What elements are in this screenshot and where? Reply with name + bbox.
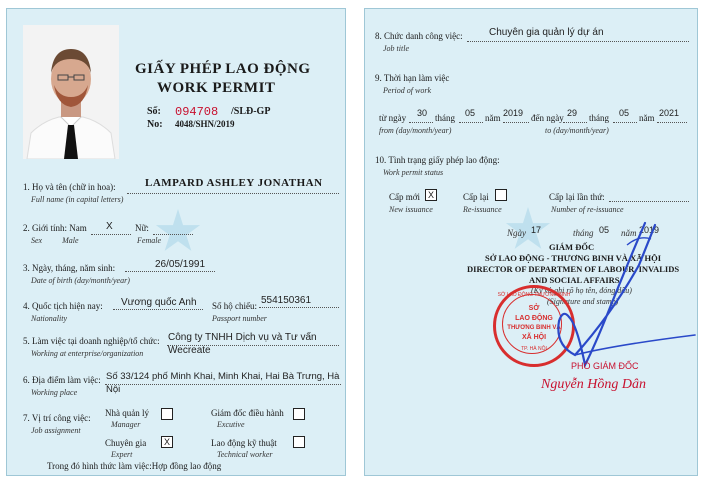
serial-number: 094708 <box>175 105 219 119</box>
gender-male-mark: X <box>106 221 113 232</box>
sign-day: 17 <box>531 225 542 235</box>
nationality-label-en: Nationality <box>31 314 67 323</box>
watermark-star-icon <box>155 209 201 255</box>
from-month-label: tháng <box>435 113 455 123</box>
reissuance-checkbox <box>495 189 507 201</box>
dob-label-en: Date of birth (day/month/year) <box>31 276 130 285</box>
stamp-line-3: THƯƠNG BINH VÀ <box>507 325 561 331</box>
signature-icon <box>515 205 698 381</box>
from-day: 30 <box>417 108 428 118</box>
place-label-en: Working place <box>31 388 78 397</box>
place-label: 6. Địa điểm làm việc: <box>23 375 101 385</box>
from-year: 2019 <box>503 108 524 118</box>
director-title-en-2: AND SOCIAL AFFAIRS <box>529 275 620 285</box>
title-vn: GIẤY PHÉP LAO ĐỘNG <box>135 61 311 77</box>
gender-label: 2. Giới tính: Nam <box>23 223 87 233</box>
number-label-en: No: <box>147 119 163 130</box>
from-day-label: từ ngày <box>379 113 407 123</box>
status-label-en: Work permit status <box>383 168 444 177</box>
director-title-en-1: DIRECTOR OF DEPARTMEN OF LABOUR, INVALIDS <box>467 264 680 274</box>
sign-month-label: tháng <box>573 228 594 238</box>
job-title-value: Chuyên gia quản lý dự án <box>489 27 604 38</box>
to-month: 05 <box>619 108 630 118</box>
to-year-label: năm <box>639 113 655 123</box>
stamp-ring-bottom: TP. HÀ NỘI <box>521 346 547 352</box>
deputy-director-title: PHÓ GIÁM ĐỐC <box>571 361 639 371</box>
from-date-en: from (day/month/year) <box>379 126 452 135</box>
dob-value: 26/05/1991 <box>155 259 206 270</box>
technical-checkbox <box>293 436 305 448</box>
contract-type: Trong đó hình thức làm việc:Hợp đồng lao động <box>47 461 222 471</box>
title-en: WORK PERMIT <box>157 80 276 96</box>
place-value-2: Nội <box>106 384 121 395</box>
expert-label-en: Expert <box>111 450 133 459</box>
manager-label-en: Manager <box>111 420 141 429</box>
stamp-ring-top: SỞ LAO ĐỘNG THƯƠNG BINH <box>497 292 571 298</box>
portrait-image <box>23 25 119 159</box>
technical-label-en: Technical worker <box>217 450 273 459</box>
dob-label: 3. Ngày, tháng, năm sinh: <box>23 263 116 273</box>
stamp-line-2: LAO ĐỘNG <box>515 315 553 322</box>
reissue-times-label: Cấp lại lần thứ: <box>549 192 605 202</box>
gender-female-label: Nữ: <box>135 223 149 233</box>
assignment-label-en: Job assignment <box>31 426 81 435</box>
to-month-label: tháng <box>589 113 609 123</box>
enterprise-value-2: Wecreate <box>168 345 211 356</box>
nationality-label: 4. Quốc tịch hiện nay: <box>23 301 103 311</box>
director-label: Giám đốc điều hành <box>211 408 284 418</box>
number-label-vn: Số: <box>147 106 161 117</box>
sign-note-en: (Signature and stamp) <box>547 297 619 306</box>
to-year: 2021 <box>659 108 680 118</box>
department-vn: SỞ LAO ĐỘNG - THƯƠNG BINH VÀ XÃ HỘI <box>485 253 662 263</box>
expert-label: Chuyên gia <box>105 438 147 448</box>
gender-female-en: Female <box>137 236 161 245</box>
reissuance-en: Re-issuance <box>463 205 502 214</box>
sign-month: 05 <box>599 225 610 235</box>
right-page <box>364 8 698 476</box>
assignment-label: 7. Vị trí công việc: <box>23 413 91 423</box>
reissuance-label: Cấp lại <box>463 192 489 202</box>
enterprise-label: 5. Làm việc tại doanh nghiệp/tổ chức: <box>23 336 160 346</box>
signer-name: Nguyễn Hồng Dân <box>541 377 646 392</box>
sign-year: 2019 <box>639 225 660 235</box>
passport-label: Số hộ chiếu: <box>212 301 257 311</box>
enterprise-value-1: Công ty TNHH Dịch vụ và Tư vấn <box>168 332 317 343</box>
name-value: LAMPARD ASHLEY JONATHAN <box>145 177 323 189</box>
to-date-en: to (day/month/year) <box>545 126 609 135</box>
to-day: 29 <box>567 108 578 118</box>
period-label: 9. Thời hạn làm việc <box>375 73 450 83</box>
from-month: 05 <box>465 108 476 118</box>
new-issuance-label: Cấp mới <box>389 192 421 202</box>
nationality-value: Vương quốc Anh <box>121 297 197 308</box>
to-day-label: đến ngày <box>531 113 564 123</box>
from-year-label: năm <box>485 113 501 123</box>
period-label-en: Period of work <box>383 86 431 95</box>
reissue-times-en: Number of re-issuance <box>551 205 624 214</box>
technical-label: Lao động kỹ thuật <box>211 438 277 448</box>
expert-checkbox: X <box>161 436 173 448</box>
manager-label: Nhà quản lý <box>105 408 149 418</box>
gender-male-en: Sex Male <box>31 236 79 245</box>
director-title-vn: GIÁM ĐỐC <box>549 242 595 252</box>
stamp-line-1: SỞ <box>528 305 540 312</box>
passport-value: 554150361 <box>261 295 312 306</box>
stamp-line-4: XÃ HỘI <box>521 334 547 341</box>
place-value-1: Số 33/124 phố Minh Khai, Minh Khai, Hai Bà Trưng, Hà <box>106 371 340 382</box>
holder-photo <box>23 25 119 159</box>
sign-note-vn: (Ký và ghi rõ họ tên, đóng dấu) <box>531 286 632 295</box>
permit-code-suffix: /SLĐ-GP <box>231 106 271 117</box>
new-issuance-en: New issuance <box>389 205 433 214</box>
manager-checkbox <box>161 408 173 420</box>
passport-label-en: Passport number <box>212 314 267 323</box>
status-label: 10. Tình trạng giấy phép lao động: <box>375 155 500 165</box>
new-issuance-checkbox: X <box>425 189 437 201</box>
sign-year-label: năm <box>621 228 637 238</box>
left-page <box>6 8 346 476</box>
director-label-en: Excutive <box>217 420 245 429</box>
permit-number: 4048/SHN/2019 <box>175 119 235 129</box>
enterprise-label-en: Working at enterprise/organization <box>31 349 144 358</box>
name-label-en: Full name (in capital letters) <box>31 195 124 204</box>
sign-day-label: Ngày <box>507 228 526 238</box>
job-title-label-en: Job title <box>383 44 409 53</box>
director-checkbox <box>293 408 305 420</box>
job-title-label: 8. Chức danh công việc: <box>375 31 463 41</box>
name-label: 1. Họ và tên (chữ in hoa): <box>23 182 116 192</box>
